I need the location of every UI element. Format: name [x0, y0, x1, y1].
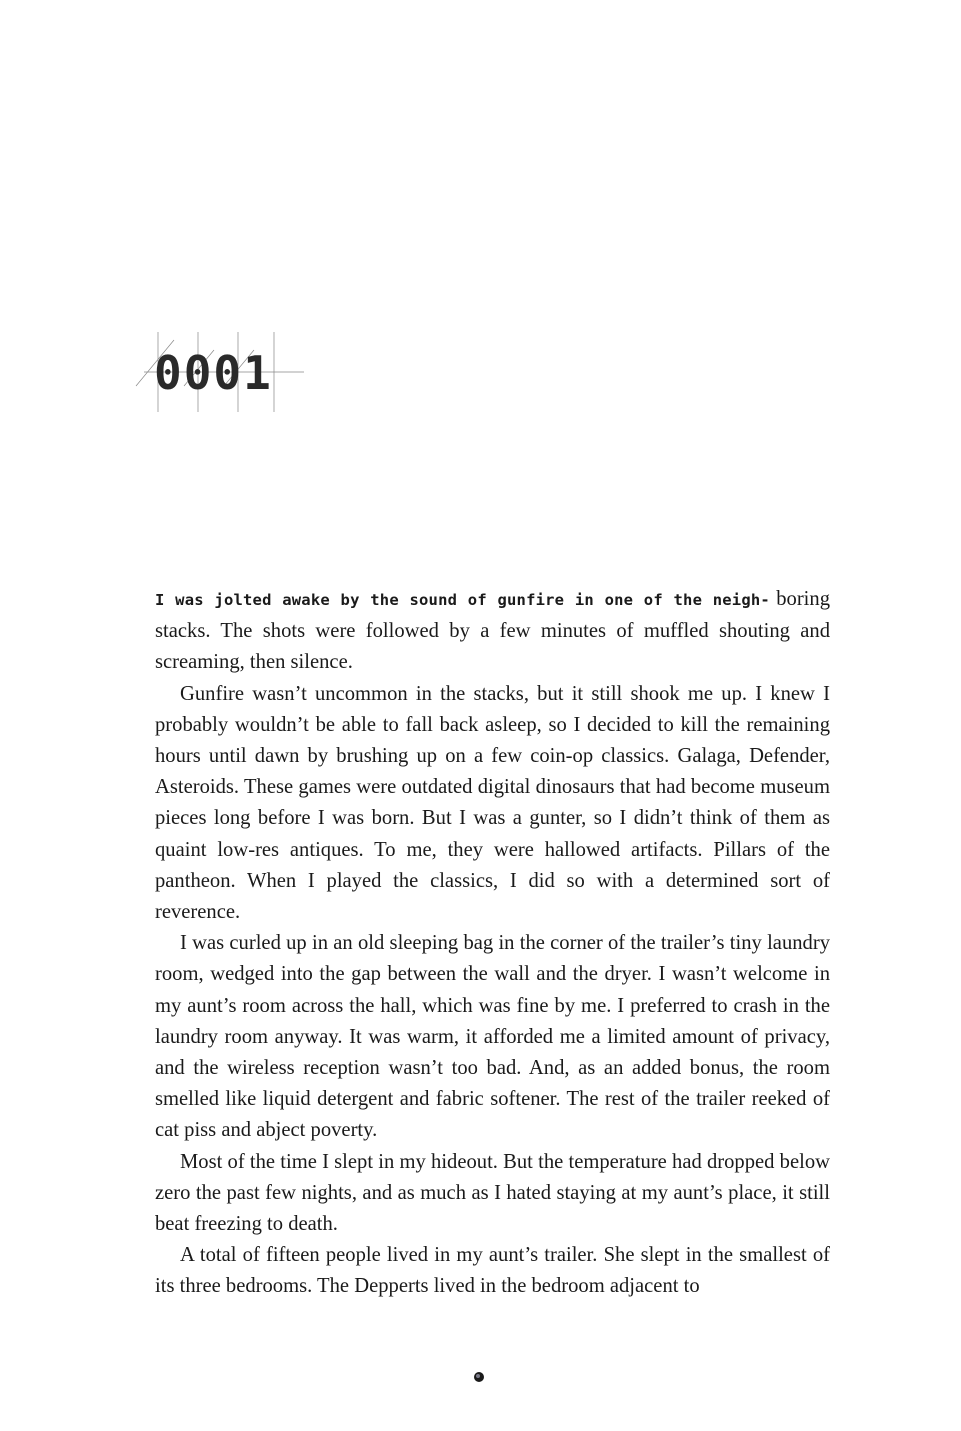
paragraph-5: A total of fifteen people lived in my aunt’s trailer. She slept in the smallest of its three bedrooms. The Depperts lived in the bedroom adjacent to	[155, 1244, 830, 1298]
paragraph-2: Gunfire wasn’t uncommon in the stacks, but it still shook me up. I knew I probably wouldn’t be able to fall back asleep, so I decided to kill the remaining hours until dawn by brushing up on a few coin-op classics. Galaga, Defender, Asteroids. These games were outdated digital dinosaurs that had become museum pieces long before I was born. But I was a gunter, so I didn’t think of them as quaint low-res antiques. To me, they were hallowed artifacts. Pillars of the pantheon. When I played the classics, I did so with a determined sort of reverence.	[155, 682, 830, 924]
paragraph-1-text: boring stacks. The shots were followed by a few minutes of muffled shouting and screaming, then silence.	[155, 588, 830, 674]
paragraph-3: I was curled up in an old sleeping bag in the corner of the trailer’s tiny laundry room, wedged into the gap between the wall and the dryer. I wasn’t welcome in my aunt’s room across the hall, which was fine by me. I preferred to crash in the laundry room anyway. It was warm, it afforded me a limited amount of privacy, and the wireless reception wasn’t too bad. And, as an added bonus, the room smelled like liquid detergent and fabric softener. The rest of the trailer reeked of cat piss and abject poverty.	[155, 932, 830, 1142]
chapter-number-text: 0001	[154, 346, 273, 400]
paragraph-1	[155, 584, 830, 679]
chapter-text	[155, 584, 830, 1303]
lead-in-text: I was jolted awake by the sound of gunfire in one of the neigh-	[155, 591, 770, 609]
page-marker-icon	[474, 1372, 484, 1382]
paragraph-4: Most of the time I slept in my hideout. But the temperature had dropped below zero the past few nights, and as much as I hated staying at my aunt’s place, it still beat freezing to death.	[155, 1150, 830, 1236]
chapter-number	[134, 330, 314, 420]
